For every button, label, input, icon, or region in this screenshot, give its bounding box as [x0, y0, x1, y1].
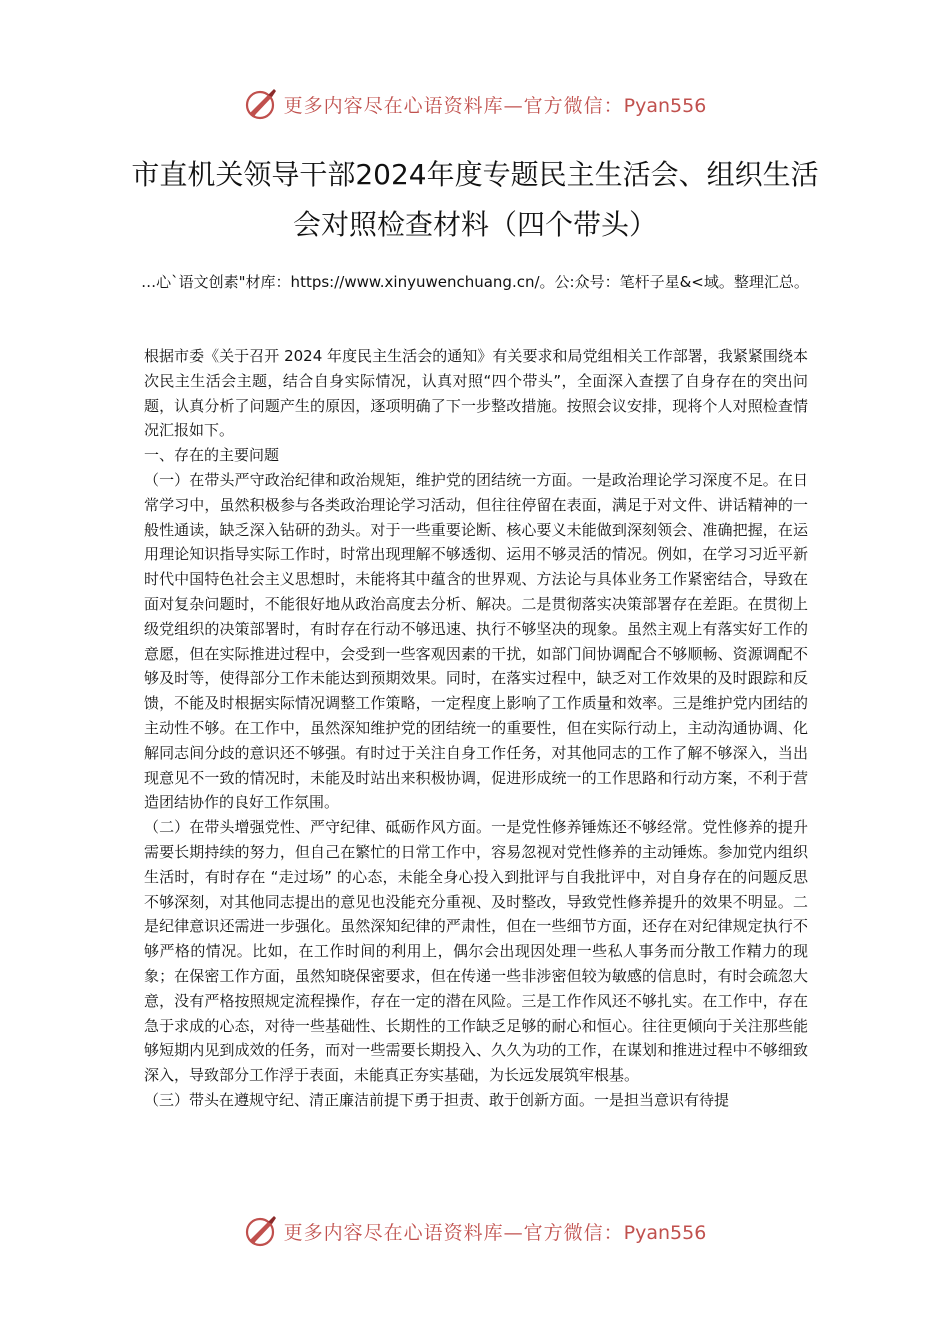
watermark-footer [0, 1211, 950, 1251]
watermark-header [0, 84, 950, 124]
section-heading: 一、存在的主要问题 [144, 446, 280, 465]
brush-logo-icon [244, 87, 278, 121]
watermark-text [284, 1218, 707, 1245]
watermark-wechat-id: Pyan556 [623, 94, 707, 117]
body-paragraph-2: （二）在带头增强党性、严守纪律、砥砺作风方面。一是党性修养锤炼还不够经常。党性修养的提升需要长期持续的努力，但自己在繁忙的日常工作中，容易忽视对党性修养的主动锤炼。参加党内组织生活时，有时存在 “走过场” 的心态，未能全身心投入到批评与自我批评中，对自身存在的问题反思不够深刻，对其他同志提出的意见也没能充分重视、及时整改，导致党性修养提升的效果不明显。二是纪律意识还需进一步强化。虽然深知纪律的严肃性，但在一些细节方面，还存在对纪律规定执行不够严格的情况。比如，在工作时间的利用上，偶尔会出现因处理一些私人事务而分散工作精力的现象；在保密工作方面，虽然知晓保密要求，但在传递一些非涉密但较为敏感的信息时，有时会疏忽大意，没有严格按照规定流程操作，存在一定的潜在风险。三是工作作风还不够扎实。在工作中，存在急于求成的心态，对待一些基础性、长期性的工作缺乏足够的耐心和恒心。往往更倾向于关注那些能够短期内见到成效的任务，而对一些需要长期投入、久久为功的工作，在谋划和推进过程中不够细致深入，导致部分工作浮于表面，未能真正夯实基础，为长远发展筑牢根基。 [144, 818, 808, 1085]
intro-paragraph: 根据市委《关于召开 2024 年度民主生活会的通知》有关要求和局党组相关工作部署，我紧紧围绕本次民主生活会主题，结合自身实际情况，认真对照“四个带头”，全面深入查摆了自身存在的突出问题，认真分析了问题产生的原因，逐项明确了下一步整改措施。按照会议安排，现将个人对照检查情况汇报如下。 [144, 347, 808, 440]
watermark-label: 更多内容尽在心语资料库—官方微信： [283, 94, 624, 117]
document-body [144, 344, 808, 1113]
source-line: …心`语文创素"材库：https://www.xinyuwenchuang.cn/。公:众号：笔杆子星&<域。整理汇总。 [141, 273, 809, 291]
watermark-label: 更多内容尽在心语资料库—官方微信： [283, 1221, 624, 1244]
document-title: 市直机关领导干部2024年度专题民主生活会、组织生活会对照检查材料（四个带头） [131, 158, 819, 241]
body-paragraph-1: （一）在带头严守政治纪律和政治规矩，维护党的团结统一方面。一是政治理论学习深度不足。在日常学习中，虽然积极参与各类政治理论学习活动，但往往停留在表面，满足于对文件、讲话精神的一般性通读，缺乏深入钻研的劲头。对于一些重要论断、核心要义未能做到深刻领会、准确把握，在运用理论知识指导实际工作时，时常出现理解不够透彻、运用不够灵活的情况。例如，在学习习近平新时代中国特色社会主义思想时，未能将其中蕴含的世界观、方法论与具体业务工作紧密结合，导致在面对复杂问题时，不能很好地从政治高度去分析、解决。二是贯彻落实决策部署存在差距。在贯彻上级党组织的决策部署时，有时存在行动不够迅速、执行不够坚决的现象。虽然主观上有落实好工作的意愿，但在实际推进过程中，会受到一些客观因素的干扰，如部门间协调配合不够顺畅、资源调配不够及时等，使得部分工作未能达到预期效果。同时，在落实过程中，缺乏对工作效果的及时跟踪和反馈，不能及时根据实际情况调整工作策略，一定程度上影响了工作质量和效率。三是维护党内团结的主动性不够。在工作中，虽然深知维护党的团结统一的重要性，但在实际行动上，主动沟通协调、化解同志间分歧的意识还不够强。有时过于关注自身工作任务，对其他同志的工作了解不够深入，当出现意见不一致的情况时，未能及时站出来积极协调，促进形成统一的工作思路和行动方案，不利于营造团结协作的良好工作氛围。 [144, 470, 808, 812]
watermark-wechat-id: Pyan556 [623, 1221, 707, 1244]
brush-logo-icon [244, 1214, 278, 1248]
watermark-text [284, 91, 707, 118]
body-paragraph-3: （三）带头在遵规守纪、清正廉洁前提下勇于担责、敢于创新方面。一是担当意识有待提 [144, 1090, 730, 1109]
